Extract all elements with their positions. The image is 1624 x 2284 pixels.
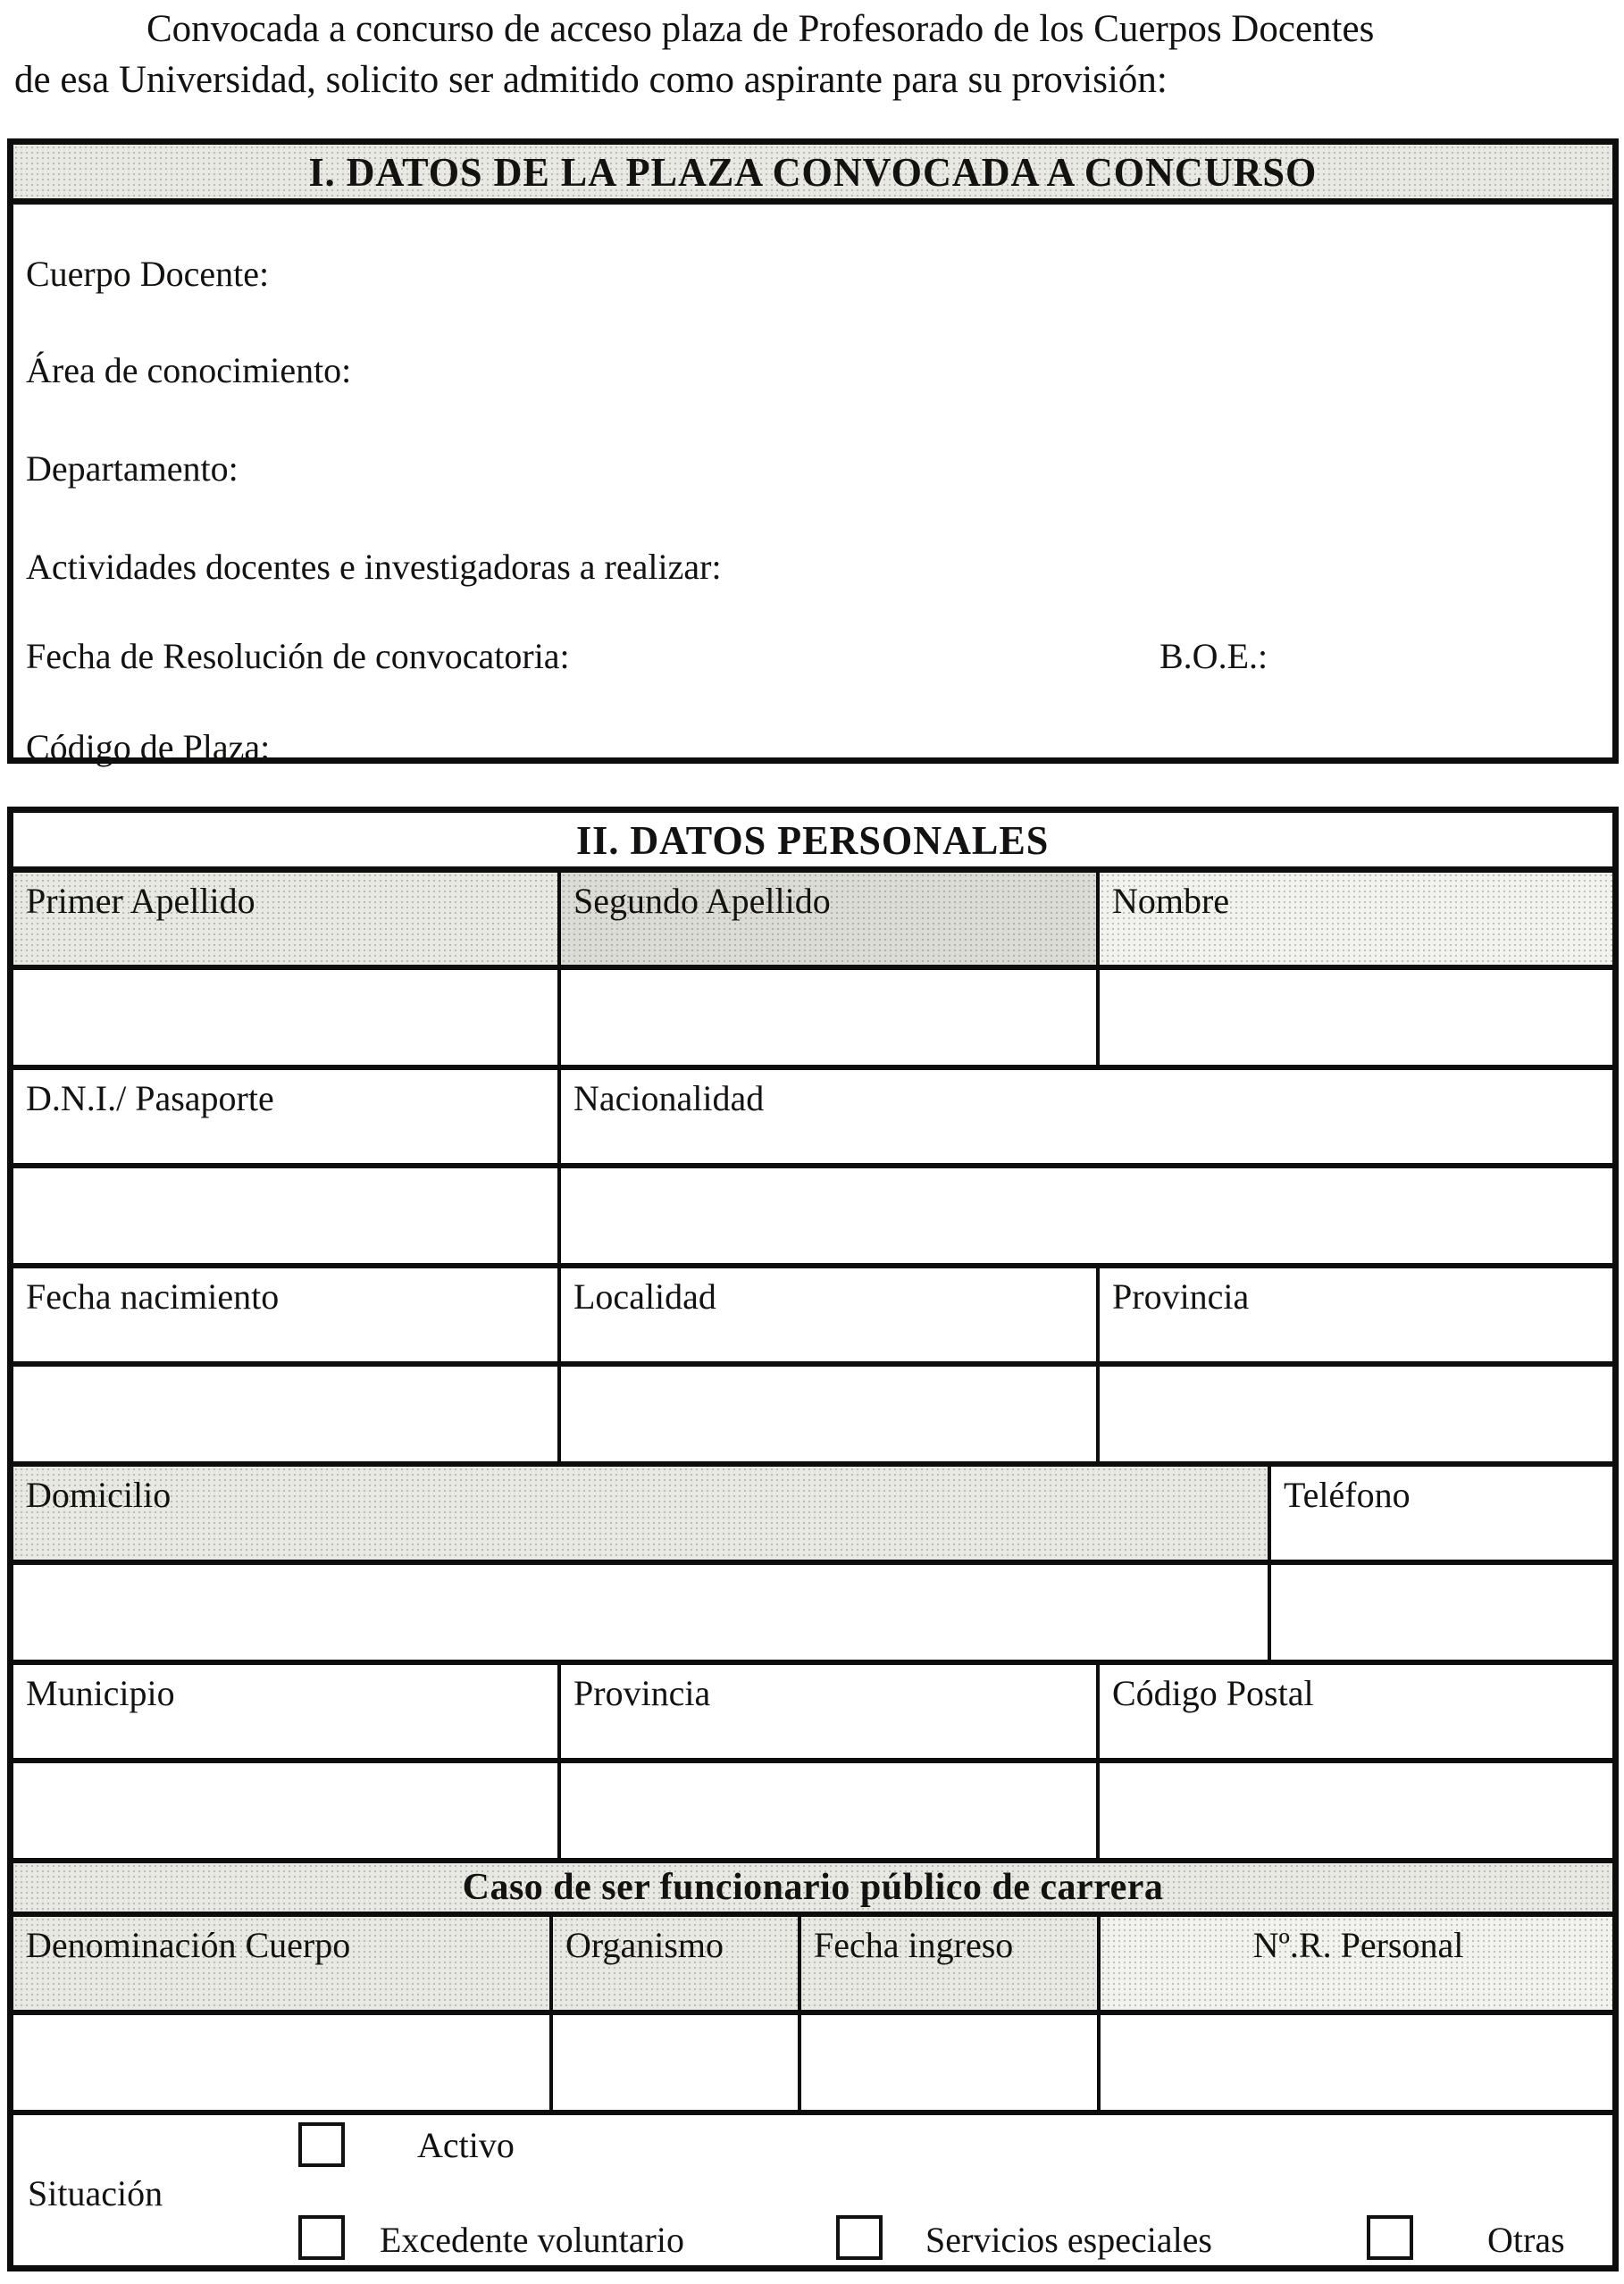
provincia-header: Provincia — [557, 1665, 1096, 1758]
codigo-plaza-field[interactable] — [26, 726, 1603, 776]
organismo-header: Organismo — [549, 1917, 798, 2010]
servicios-especiales-checkbox[interactable] — [836, 2215, 883, 2260]
section-1-header-band — [13, 145, 1612, 198]
nombre-header: Nombre — [1096, 873, 1612, 965]
segundo-apellido-input[interactable] — [557, 970, 1096, 1065]
section-2-title: II. DATOS PERSONALES — [576, 816, 1050, 863]
municipio-header-row — [13, 1660, 1612, 1758]
denominacion-cuerpo-input[interactable] — [13, 2015, 549, 2110]
dni-pasaporte-header: D.N.I./ Pasaporte — [26, 1078, 274, 1118]
otras-option-label: Otras — [1487, 2220, 1565, 2260]
actividades-label: Actividades docentes e investigadoras a realizar: — [26, 547, 722, 587]
fecha-ingreso-input[interactable] — [798, 2015, 1097, 2110]
otras-checkbox[interactable] — [1367, 2215, 1413, 2260]
dni-header-row — [13, 1065, 1612, 1163]
excedente-voluntario-option-label: Excedente voluntario — [380, 2220, 684, 2260]
intro-line-1: Convocada a concurso de acceso plaza de Profesorado de los Cuerpos Docentes — [146, 8, 1375, 50]
servicios-especiales-option-label: Servicios especiales — [925, 2220, 1212, 2260]
municipio-header: Municipio — [26, 1673, 175, 1713]
provincia-input[interactable] — [557, 1763, 1096, 1858]
fecha-resolucion-field[interactable] — [26, 635, 1603, 685]
actividades-field[interactable] — [26, 546, 1603, 596]
provincia-nacimiento-header: Provincia — [1096, 1268, 1612, 1361]
dni-value-row — [13, 1163, 1612, 1263]
fecha-nacimiento-input[interactable] — [13, 1367, 557, 1461]
primer-apellido-header: Primer Apellido — [13, 873, 557, 965]
codigo-postal-header: Código Postal — [1096, 1665, 1612, 1758]
section-1-plaza-box — [7, 138, 1619, 767]
codigo-postal-input[interactable] — [1096, 1763, 1612, 1858]
cuerpo-docente-field[interactable] — [26, 253, 1603, 303]
civil-servant-header-row — [13, 1912, 1612, 2010]
denominacion-cuerpo-header: Denominación Cuerpo — [13, 1917, 549, 2010]
civil-servant-header-band — [13, 1858, 1612, 1912]
section-2-header-band — [13, 813, 1612, 866]
address-value-row — [13, 1560, 1612, 1660]
nombre-input[interactable] — [1096, 970, 1612, 1065]
intro-line-2: de esa Universidad, solicito ser admitido como aspirante para su provisión: — [14, 59, 1168, 101]
civil-servant-value-row — [13, 2010, 1612, 2110]
segundo-apellido-header: Segundo Apellido — [557, 873, 1096, 965]
intro-paragraph — [14, 4, 1611, 105]
primer-apellido-input[interactable] — [13, 970, 557, 1065]
departamento-label: Departamento: — [26, 448, 239, 489]
section-1-title: I. DATOS DE LA PLAZA CONVOCADA A CONCURSO — [308, 148, 1318, 195]
dni-pasaporte-input[interactable] — [13, 1168, 557, 1263]
municipio-input[interactable] — [13, 1763, 557, 1858]
activo-checkbox[interactable] — [298, 2122, 345, 2167]
cuerpo-docente-label: Cuerpo Docente: — [26, 254, 270, 294]
situacion-label: Situación — [28, 2173, 163, 2213]
address-header-row — [13, 1461, 1612, 1560]
area-conocimiento-field[interactable] — [26, 349, 1603, 399]
domicilio-header: Domicilio — [13, 1467, 1268, 1560]
nr-personal-input[interactable] — [1097, 2015, 1612, 2110]
civil-servant-title: Caso de ser funcionario público de carrera — [462, 1867, 1164, 1908]
fecha-resolucion-label: Fecha de Resolución de convocatoria: — [26, 636, 570, 676]
telefono-header: Teléfono — [1268, 1467, 1612, 1560]
localidad-input[interactable] — [557, 1367, 1096, 1461]
birth-value-row — [13, 1361, 1612, 1461]
excedente-voluntario-checkbox[interactable] — [298, 2215, 345, 2260]
nacionalidad-header: Nacionalidad — [557, 1070, 1612, 1163]
codigo-plaza-label: Código de Plaza: — [26, 727, 271, 767]
provincia-nacimiento-input[interactable] — [1096, 1367, 1612, 1461]
telefono-input[interactable] — [1268, 1565, 1612, 1660]
name-header-row — [13, 866, 1612, 965]
departamento-field[interactable] — [26, 448, 1603, 498]
fecha-nacimiento-header: Fecha nacimiento — [26, 1276, 280, 1317]
birth-header-row — [13, 1263, 1612, 1361]
fecha-ingreso-header: Fecha ingreso — [798, 1917, 1097, 2010]
domicilio-input[interactable] — [13, 1565, 1268, 1660]
section-2-personales-box — [7, 807, 1619, 2271]
section-1-body — [13, 198, 1612, 767]
area-conocimiento-label: Área de conocimiento: — [26, 350, 352, 390]
boe-label: B.O.E.: — [1159, 636, 1268, 676]
localidad-header: Localidad — [557, 1268, 1096, 1361]
name-value-row — [13, 965, 1612, 1065]
activo-option-label: Activo — [417, 2125, 515, 2165]
municipio-value-row — [13, 1758, 1612, 1858]
nr-personal-header: Nº.R. Personal — [1097, 1917, 1612, 2010]
nacionalidad-input[interactable] — [557, 1168, 1612, 1263]
situacion-row — [13, 2110, 1612, 2265]
organismo-input[interactable] — [549, 2015, 798, 2110]
